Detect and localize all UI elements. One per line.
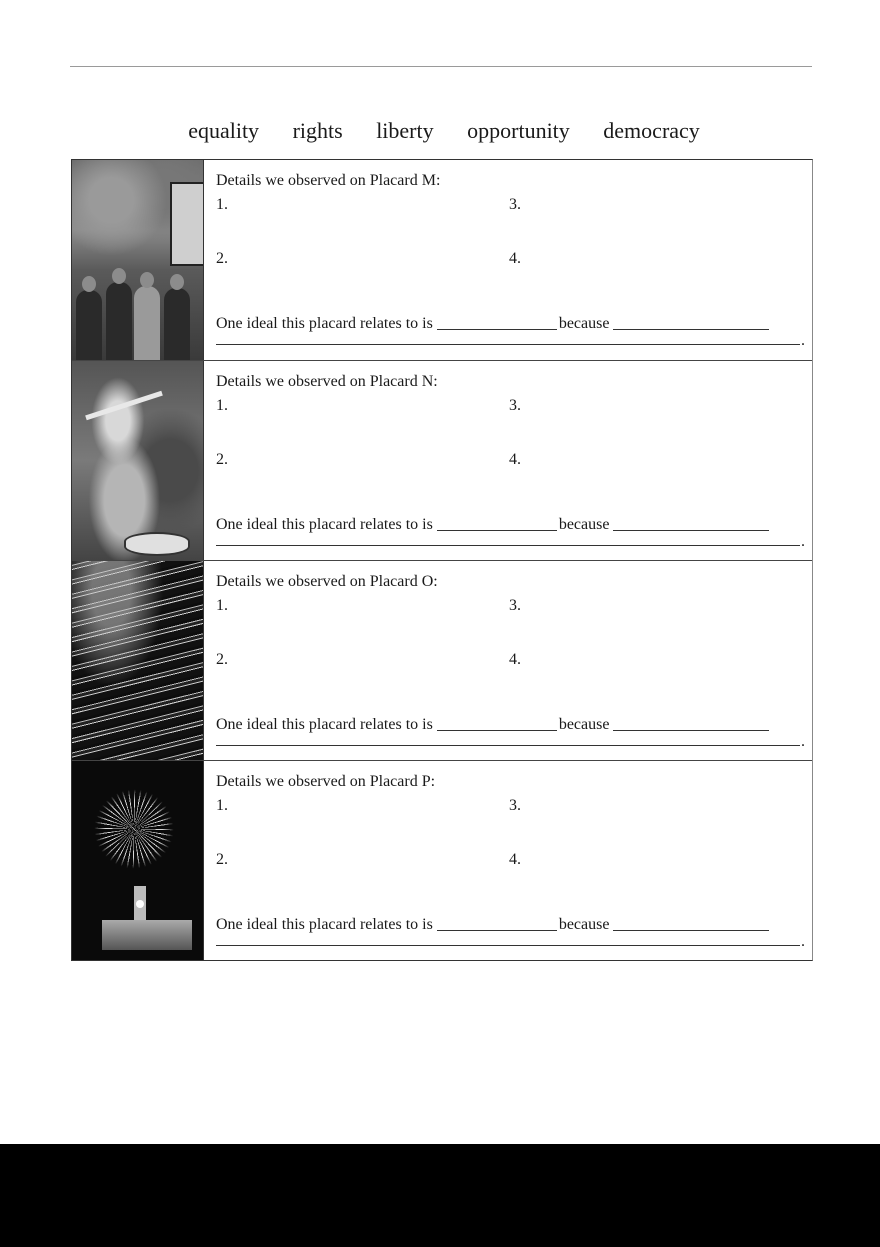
memorial-wall-names-photo <box>72 561 204 760</box>
reason-line[interactable] <box>216 545 800 546</box>
period: . <box>801 933 805 950</box>
placard-row-p <box>72 760 812 960</box>
placard-details-cell <box>204 761 812 960</box>
detail-2-field[interactable]: 2. <box>216 250 228 267</box>
ideals-word-bank <box>0 118 880 144</box>
because-label: because <box>558 315 610 332</box>
period: . <box>801 733 805 750</box>
detail-4-field[interactable]: 4. <box>509 851 521 868</box>
ideal-sentence <box>216 516 769 534</box>
ideal-blank[interactable] <box>437 315 557 330</box>
ideal-word: equality <box>188 118 260 143</box>
detail-4-field[interactable]: 4. <box>509 250 521 267</box>
ideal-prompt: One ideal this placard relates to is <box>216 315 433 332</box>
period: . <box>801 533 805 550</box>
reason-line[interactable] <box>216 344 800 345</box>
ideal-word: rights <box>292 118 343 143</box>
because-blank[interactable] <box>613 315 769 330</box>
fireworks-over-hall-photo <box>72 761 204 960</box>
detail-1-field[interactable]: 1. <box>216 196 228 213</box>
placard-row-m <box>72 160 812 360</box>
ideal-word: liberty <box>376 118 434 143</box>
ideal-prompt: One ideal this placard relates to is <box>216 916 433 933</box>
ideal-word: opportunity <box>467 118 570 143</box>
placard-header: Details we observed on Placard O: <box>216 573 438 590</box>
ideal-sentence <box>216 315 769 333</box>
placard-row-n <box>72 360 812 560</box>
ideal-sentence <box>216 716 769 734</box>
because-blank[interactable] <box>613 916 769 931</box>
ideal-prompt: One ideal this placard relates to is <box>216 716 433 733</box>
detail-4-field[interactable]: 4. <box>509 451 521 468</box>
detail-3-field[interactable]: 3. <box>509 597 521 614</box>
ideal-word: democracy <box>603 118 700 143</box>
reason-line[interactable] <box>216 745 800 746</box>
because-label: because <box>558 716 610 733</box>
ideal-sentence <box>216 916 769 934</box>
placard-details-cell <box>204 561 812 760</box>
placard-row-o <box>72 560 812 760</box>
period: . <box>801 332 805 349</box>
detail-1-field[interactable]: 1. <box>216 797 228 814</box>
placard-header: Details we observed on Placard N: <box>216 373 438 390</box>
placard-table <box>71 159 813 961</box>
ideal-blank[interactable] <box>437 716 557 731</box>
because-blank[interactable] <box>613 716 769 731</box>
detail-2-field[interactable]: 2. <box>216 851 228 868</box>
placard-details-cell <box>204 361 812 560</box>
detail-1-field[interactable]: 1. <box>216 597 228 614</box>
detail-1-field[interactable]: 1. <box>216 397 228 414</box>
detail-4-field[interactable]: 4. <box>509 651 521 668</box>
because-label: because <box>558 916 610 933</box>
civil-rights-march-photo <box>72 160 204 360</box>
detail-2-field[interactable]: 2. <box>216 451 228 468</box>
because-blank[interactable] <box>613 516 769 531</box>
because-label: because <box>558 516 610 533</box>
placard-header: Details we observed on Placard M: <box>216 172 441 189</box>
detail-3-field[interactable]: 3. <box>509 397 521 414</box>
detail-2-field[interactable]: 2. <box>216 651 228 668</box>
ideal-blank[interactable] <box>437 916 557 931</box>
detail-3-field[interactable]: 3. <box>509 797 521 814</box>
reason-line[interactable] <box>216 945 800 946</box>
placard-details-cell <box>204 160 812 360</box>
bottom-black-band <box>0 1144 880 1247</box>
top-rule <box>70 66 812 67</box>
detail-3-field[interactable]: 3. <box>509 196 521 213</box>
placard-header: Details we observed on Placard P: <box>216 773 436 790</box>
ideal-blank[interactable] <box>437 516 557 531</box>
ideal-prompt: One ideal this placard relates to is <box>216 516 433 533</box>
flute-player-festival-photo <box>72 361 204 560</box>
